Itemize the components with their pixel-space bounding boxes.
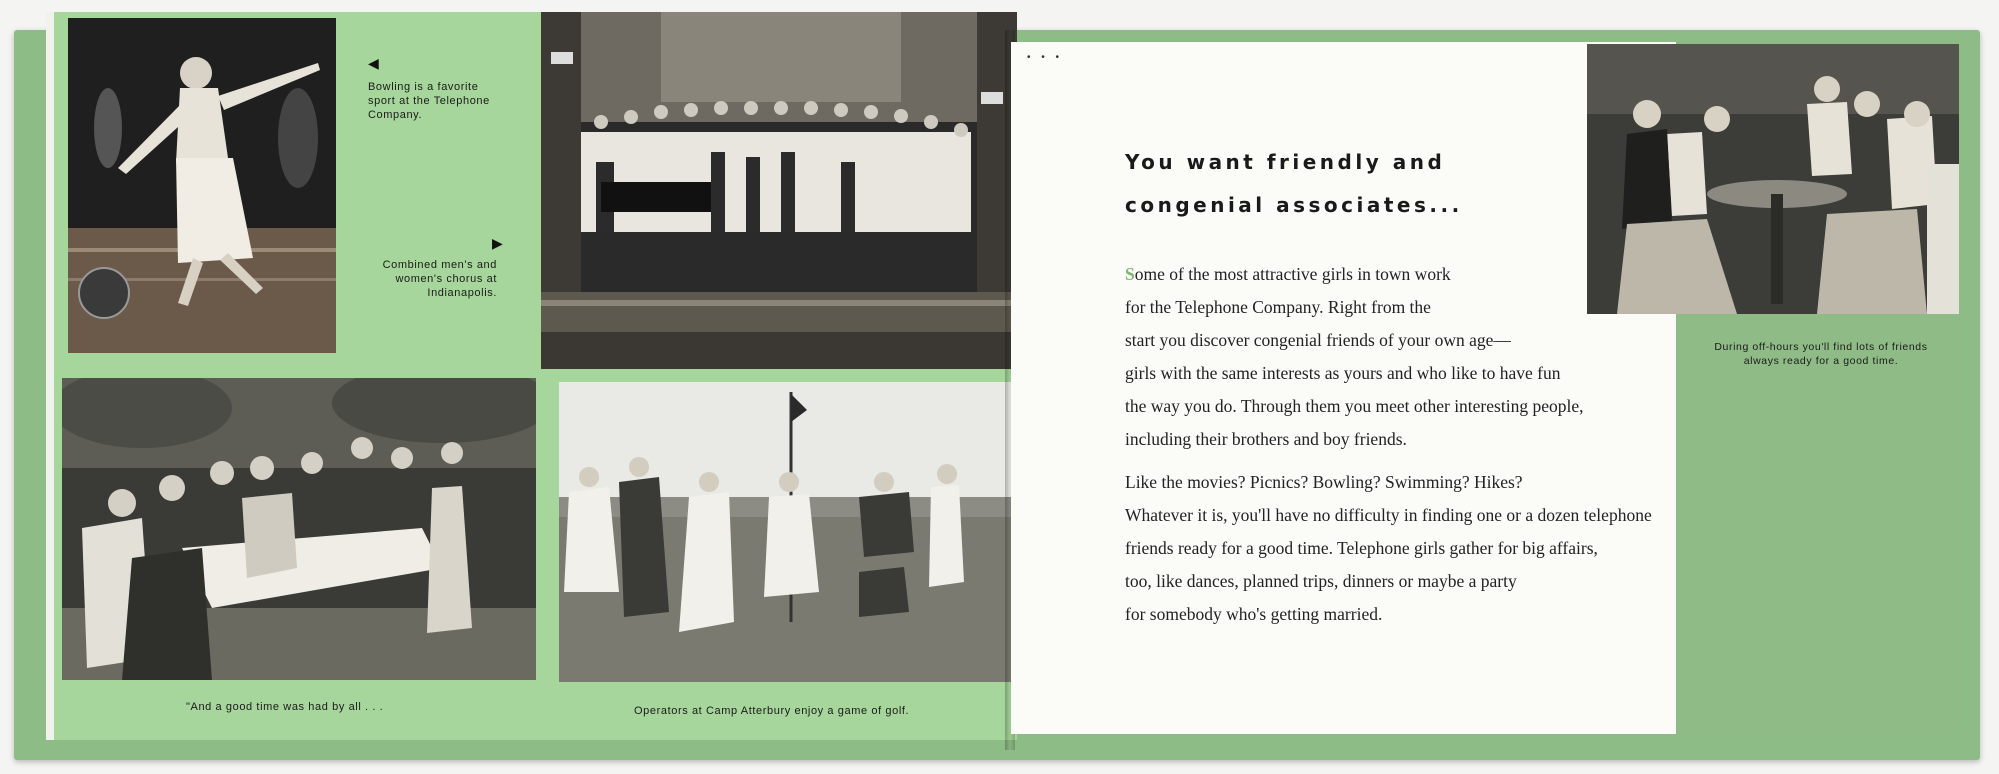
paragraph-2-line-3: friends ready for a good time. Telephone girls gather for big affairs,: [1125, 538, 1598, 558]
page-headline: [1125, 141, 1545, 227]
paragraph-2-line-4: too, like dances, planned trips, dinners or maybe a party: [1125, 571, 1517, 591]
drop-cap: S: [1125, 264, 1135, 284]
caption-pointer-right-icon: ▶: [492, 235, 503, 251]
page-marks: • • •: [1027, 52, 1064, 63]
paragraph-1-line-5: the way you do. Through them you meet other interesting people,: [1125, 396, 1584, 416]
chorus-photo: [541, 12, 1017, 369]
right-page-text-panel: [1011, 42, 1676, 734]
chorus-caption: Combined men's and women's chorus at Indianapolis.: [382, 259, 497, 299]
right-page: [1011, 42, 1959, 734]
picnic-photo: [62, 378, 536, 680]
paragraph-1-line-1: ome of the most attractive girls in town work: [1134, 264, 1451, 284]
paragraph-1-line-6: including their brothers and boy friends.: [1125, 429, 1407, 449]
paragraph-2: [1125, 466, 1765, 631]
cards-photo: [1587, 44, 1959, 314]
paragraph-2-line-1: Like the movies? Picnics? Bowling? Swimming? Hikes?: [1125, 472, 1523, 492]
golf-caption: Operators at Camp Atterbury enjoy a game of golf.: [634, 705, 910, 717]
picnic-caption: "And a good time was had by all . . .: [186, 701, 384, 713]
bowling-photo: [68, 18, 336, 353]
headline-line-1: You want friendly and: [1125, 150, 1446, 174]
paragraph-2-line-5: for somebody who's getting married.: [1125, 604, 1383, 624]
headline-line-2: congenial associates...: [1125, 193, 1463, 217]
paragraph-1-line-2: for the Telephone Company. Right from the: [1125, 297, 1431, 317]
golf-photo: [559, 382, 1011, 682]
left-page: [46, 12, 1017, 740]
bowling-caption: Bowling is a favorite sport at the Telephone Company.: [368, 81, 490, 121]
paragraph-1-line-3: start you discover congenial friends of your own age—: [1125, 330, 1511, 350]
paragraph-2-line-2: Whatever it is, you'll have no difficulty in finding one or a dozen telephone: [1125, 505, 1652, 525]
caption-pointer-left-icon: ◀: [368, 55, 379, 71]
paragraph-1-line-4: girls with the same interests as yours and who like to have fun: [1125, 363, 1561, 383]
cards-caption: During off-hours you'll find lots of friends always ready for a good time.: [1714, 341, 1928, 367]
